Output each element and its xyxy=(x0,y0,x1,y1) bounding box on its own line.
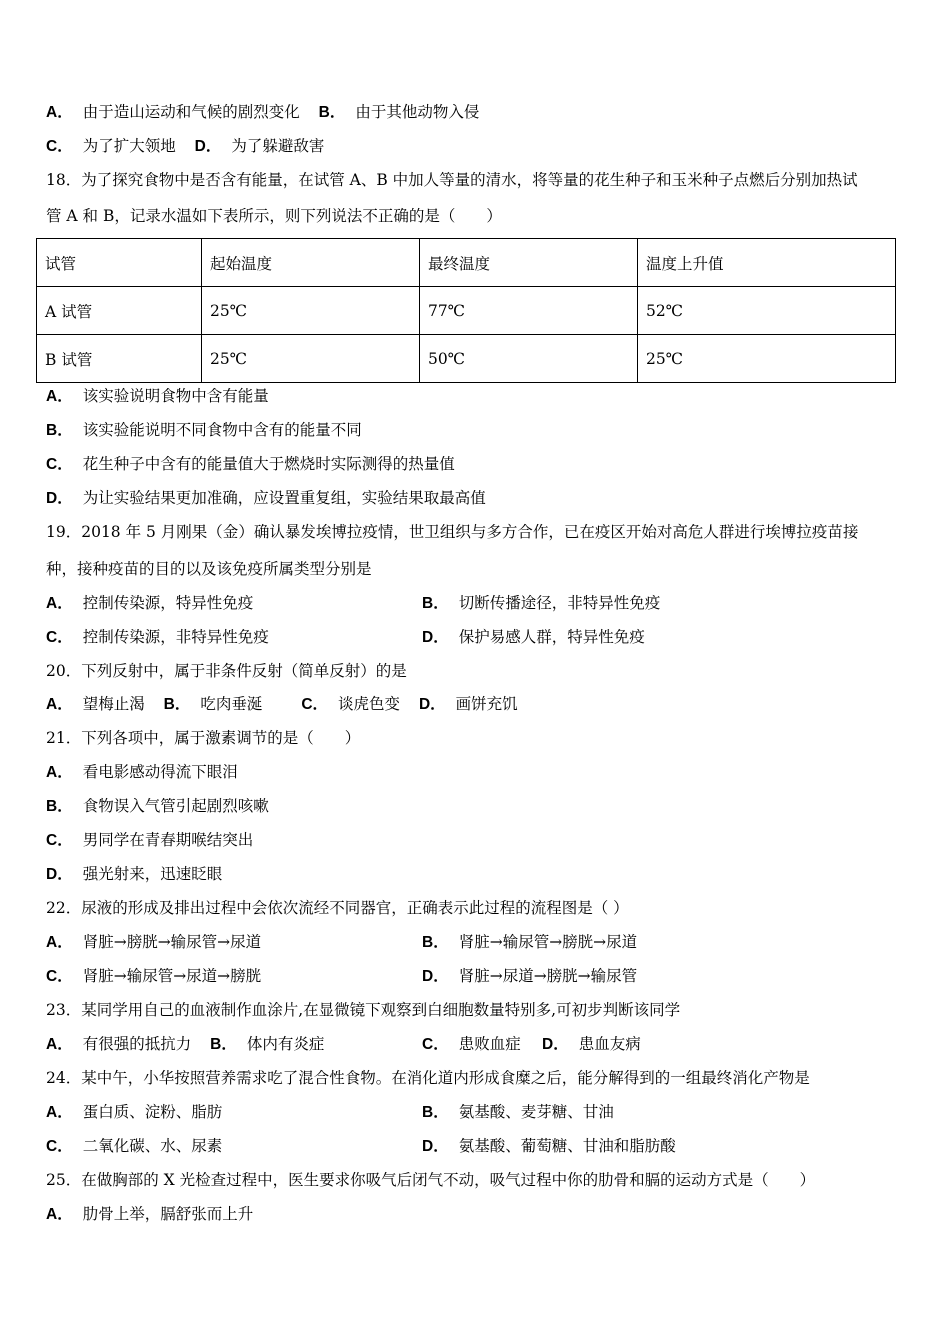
q24-option-row-2 xyxy=(46,1136,676,1157)
table-header-cell: 温度上升值 xyxy=(638,239,896,287)
table-cell: 50℃ xyxy=(420,335,638,383)
q25-option-a: 肋骨上举，膈舒张而上升 xyxy=(82,1205,254,1223)
q17-option-a-label: A． xyxy=(46,104,73,121)
q18-option-a-label: A． xyxy=(46,388,73,405)
q20-stem: 20．下列反射中，属于非条件反射（简单反射）的是 xyxy=(46,662,407,680)
q19-stem-line-2: 种，接种疫苗的目的以及该免疫所属类型分别是 xyxy=(46,560,372,578)
q18-option-b: 该实验能说明不同食物中含有的能量不同 xyxy=(82,421,362,439)
table-cell: 25℃ xyxy=(202,335,420,383)
q24-option-a: 蛋白质、淀粉、脂肪 xyxy=(82,1103,223,1121)
q19-option-row-1 xyxy=(46,593,661,614)
q23-option-c-label: C． xyxy=(422,1036,449,1053)
table-cell: 52℃ xyxy=(638,287,896,335)
q20-option-row xyxy=(46,694,518,715)
table-header-cell: 试管 xyxy=(37,239,202,287)
table-cell: 25℃ xyxy=(202,287,420,335)
q20-option-a: 望梅止渴 xyxy=(82,695,145,713)
q21-option-a-row xyxy=(46,762,238,783)
q18-option-d-row xyxy=(46,488,486,509)
q17-option-b-label: B． xyxy=(318,104,346,121)
q17-option-row-2 xyxy=(46,136,324,157)
q23-option-a-label: A． xyxy=(46,1036,73,1053)
q20-option-b: 吃肉垂涎 xyxy=(200,695,263,713)
q17-option-row-1 xyxy=(46,102,479,123)
q18-option-d: 为让实验结果更加准确，应设置重复组，实验结果取最高值 xyxy=(82,489,486,507)
q22-option-b-label: B． xyxy=(422,934,449,951)
q21-option-c-label: C． xyxy=(46,832,73,849)
q24-option-c: 二氧化碳、水、尿素 xyxy=(82,1137,223,1155)
table-cell: 77℃ xyxy=(420,287,638,335)
table-cell: 25℃ xyxy=(638,335,896,383)
table-header-cell: 起始温度 xyxy=(202,239,420,287)
q22-option-c: 肾脏→输尿管→尿道→膀胱 xyxy=(82,967,262,985)
table-cell: B 试管 xyxy=(37,335,202,383)
q18-temperature-table xyxy=(36,238,896,383)
q24-option-d: 氨基酸、葡萄糖、甘油和脂肪酸 xyxy=(458,1137,676,1155)
q22-option-d: 肾脏→尿道→膀胱→输尿管 xyxy=(458,967,638,985)
q18-option-a-row xyxy=(46,386,269,407)
q19-option-a-label: A． xyxy=(46,595,73,612)
q22-stem: 22．尿液的形成及排出过程中会依次流经不同器官，正确表示此过程的流程图是（ ） xyxy=(46,899,629,917)
q21-option-c: 男同学在青春期喉结突出 xyxy=(82,831,254,849)
q25-stem: 25．在做胸部的 X 光检查过程中，医生要求你吸气后闭气不动，吸气过程中你的肋骨和膈的运动方式是（ ） xyxy=(46,1171,816,1189)
table-header-row xyxy=(37,239,896,287)
q25-option-a-row xyxy=(46,1204,253,1225)
q24-option-row-1 xyxy=(46,1102,614,1123)
q17-option-c: 为了扩大领地 xyxy=(82,137,176,155)
q21-stem: 21．下列各项中，属于激素调节的是（ ） xyxy=(46,729,361,747)
q18-option-d-label: D． xyxy=(46,490,73,507)
q18-stem-line-2: 管 A 和 B，记录水温如下表所示，则下列说法不正确的是（ ） xyxy=(46,207,502,225)
q20-option-d-label: D． xyxy=(418,696,446,713)
q21-option-d-label: D． xyxy=(46,866,73,883)
q21-option-a-label: A． xyxy=(46,764,73,781)
q20-option-a-label: A． xyxy=(46,696,73,713)
q21-option-d-row xyxy=(46,864,222,885)
q19-option-c-label: C． xyxy=(46,629,73,646)
q19-option-d-label: D． xyxy=(422,629,449,646)
table-row xyxy=(37,335,896,383)
table-header-cell: 最终温度 xyxy=(420,239,638,287)
q22-option-b: 肾脏→输尿管→膀胱→尿道 xyxy=(458,933,638,951)
q21-option-b-row xyxy=(46,796,269,817)
q22-option-a: 肾脏→膀胱→输尿管→尿道 xyxy=(82,933,262,951)
q19-option-b-label: B． xyxy=(422,595,449,612)
q19-option-d: 保护易感人群，特异性免疫 xyxy=(458,628,645,646)
q17-option-d-label: D． xyxy=(194,138,222,155)
q22-option-row-1 xyxy=(46,932,638,953)
q19-option-c: 控制传染源，非特异性免疫 xyxy=(82,628,269,646)
q21-option-d: 强光射来，迅速眨眼 xyxy=(82,865,223,883)
q20-option-d: 画饼充饥 xyxy=(455,695,518,713)
q17-option-d: 为了躲避敌害 xyxy=(231,137,325,155)
q21-option-b-label: B． xyxy=(46,798,73,815)
q23-option-c: 患败血症 xyxy=(458,1035,521,1053)
q19-option-a: 控制传染源，特异性免疫 xyxy=(82,594,254,612)
q18-option-c: 花生种子中含有的能量值大于燃烧时实际测得的热量值 xyxy=(82,455,455,473)
q20-option-b-label: B． xyxy=(163,696,191,713)
q19-option-row-2 xyxy=(46,627,645,648)
q21-option-c-row xyxy=(46,830,253,851)
q23-option-row xyxy=(46,1034,641,1055)
table-cell: A 试管 xyxy=(37,287,202,335)
q22-option-row-2 xyxy=(46,966,638,987)
q24-option-b-label: B． xyxy=(422,1104,449,1121)
q22-option-d-label: D． xyxy=(422,968,449,985)
q22-option-a-label: A． xyxy=(46,934,73,951)
q23-option-a: 有很强的抵抗力 xyxy=(82,1035,192,1053)
q19-stem-line-1: 19．2018 年 5 月刚果（金）确认暴发埃博拉疫情，世卫组织与多方合作，已在疫区开始对高危人群进行埃博拉疫苗接 xyxy=(46,523,859,541)
q19-option-b: 切断传播途径，非特异性免疫 xyxy=(458,594,661,612)
q18-option-b-label: B． xyxy=(46,422,73,439)
table-row xyxy=(37,287,896,335)
q23-option-b: 体内有炎症 xyxy=(246,1035,325,1053)
q18-option-c-label: C． xyxy=(46,456,73,473)
q23-option-d: 患血友病 xyxy=(578,1035,641,1053)
q18-option-c-row xyxy=(46,454,455,475)
q25-option-a-label: A． xyxy=(46,1206,73,1223)
q24-option-b: 氨基酸、麦芽糖、甘油 xyxy=(458,1103,614,1121)
q22-option-c-label: C． xyxy=(46,968,73,985)
q23-option-b-label: B． xyxy=(210,1036,237,1053)
q23-option-d-label: D． xyxy=(542,1036,569,1053)
q24-stem: 24．某中午，小华按照营养需求吃了混合性食物。在消化道内形成食糜之后，能分解得到的一组最终消化产物是 xyxy=(46,1069,810,1087)
q21-option-b: 食物误入气管引起剧烈咳嗽 xyxy=(82,797,269,815)
q24-option-d-label: D． xyxy=(422,1138,449,1155)
q24-option-a-label: A． xyxy=(46,1104,73,1121)
q24-option-c-label: C． xyxy=(46,1138,73,1155)
q17-option-a: 由于造山运动和气候的剧烈变化 xyxy=(82,103,300,121)
q18-stem-line-1: 18．为了探究食物中是否含有能量，在试管 A、B 中加人等量的清水，将等量的花生种子和玉米种子点燃后分别加热试 xyxy=(46,171,858,189)
q17-option-b: 由于其他动物入侵 xyxy=(355,103,480,121)
q18-option-a: 该实验说明食物中含有能量 xyxy=(82,387,269,405)
q17-option-c-label: C． xyxy=(46,138,73,155)
q23-stem: 23．某同学用自己的血液制作血涂片,在显微镜下观察到白细胞数量特别多,可初步判断该同学 xyxy=(46,1001,681,1019)
q20-option-c: 谈虎色变 xyxy=(338,695,401,713)
q20-option-c-label: C． xyxy=(301,696,329,713)
q18-option-b-row xyxy=(46,420,362,441)
q21-option-a: 看电影感动得流下眼泪 xyxy=(82,763,238,781)
